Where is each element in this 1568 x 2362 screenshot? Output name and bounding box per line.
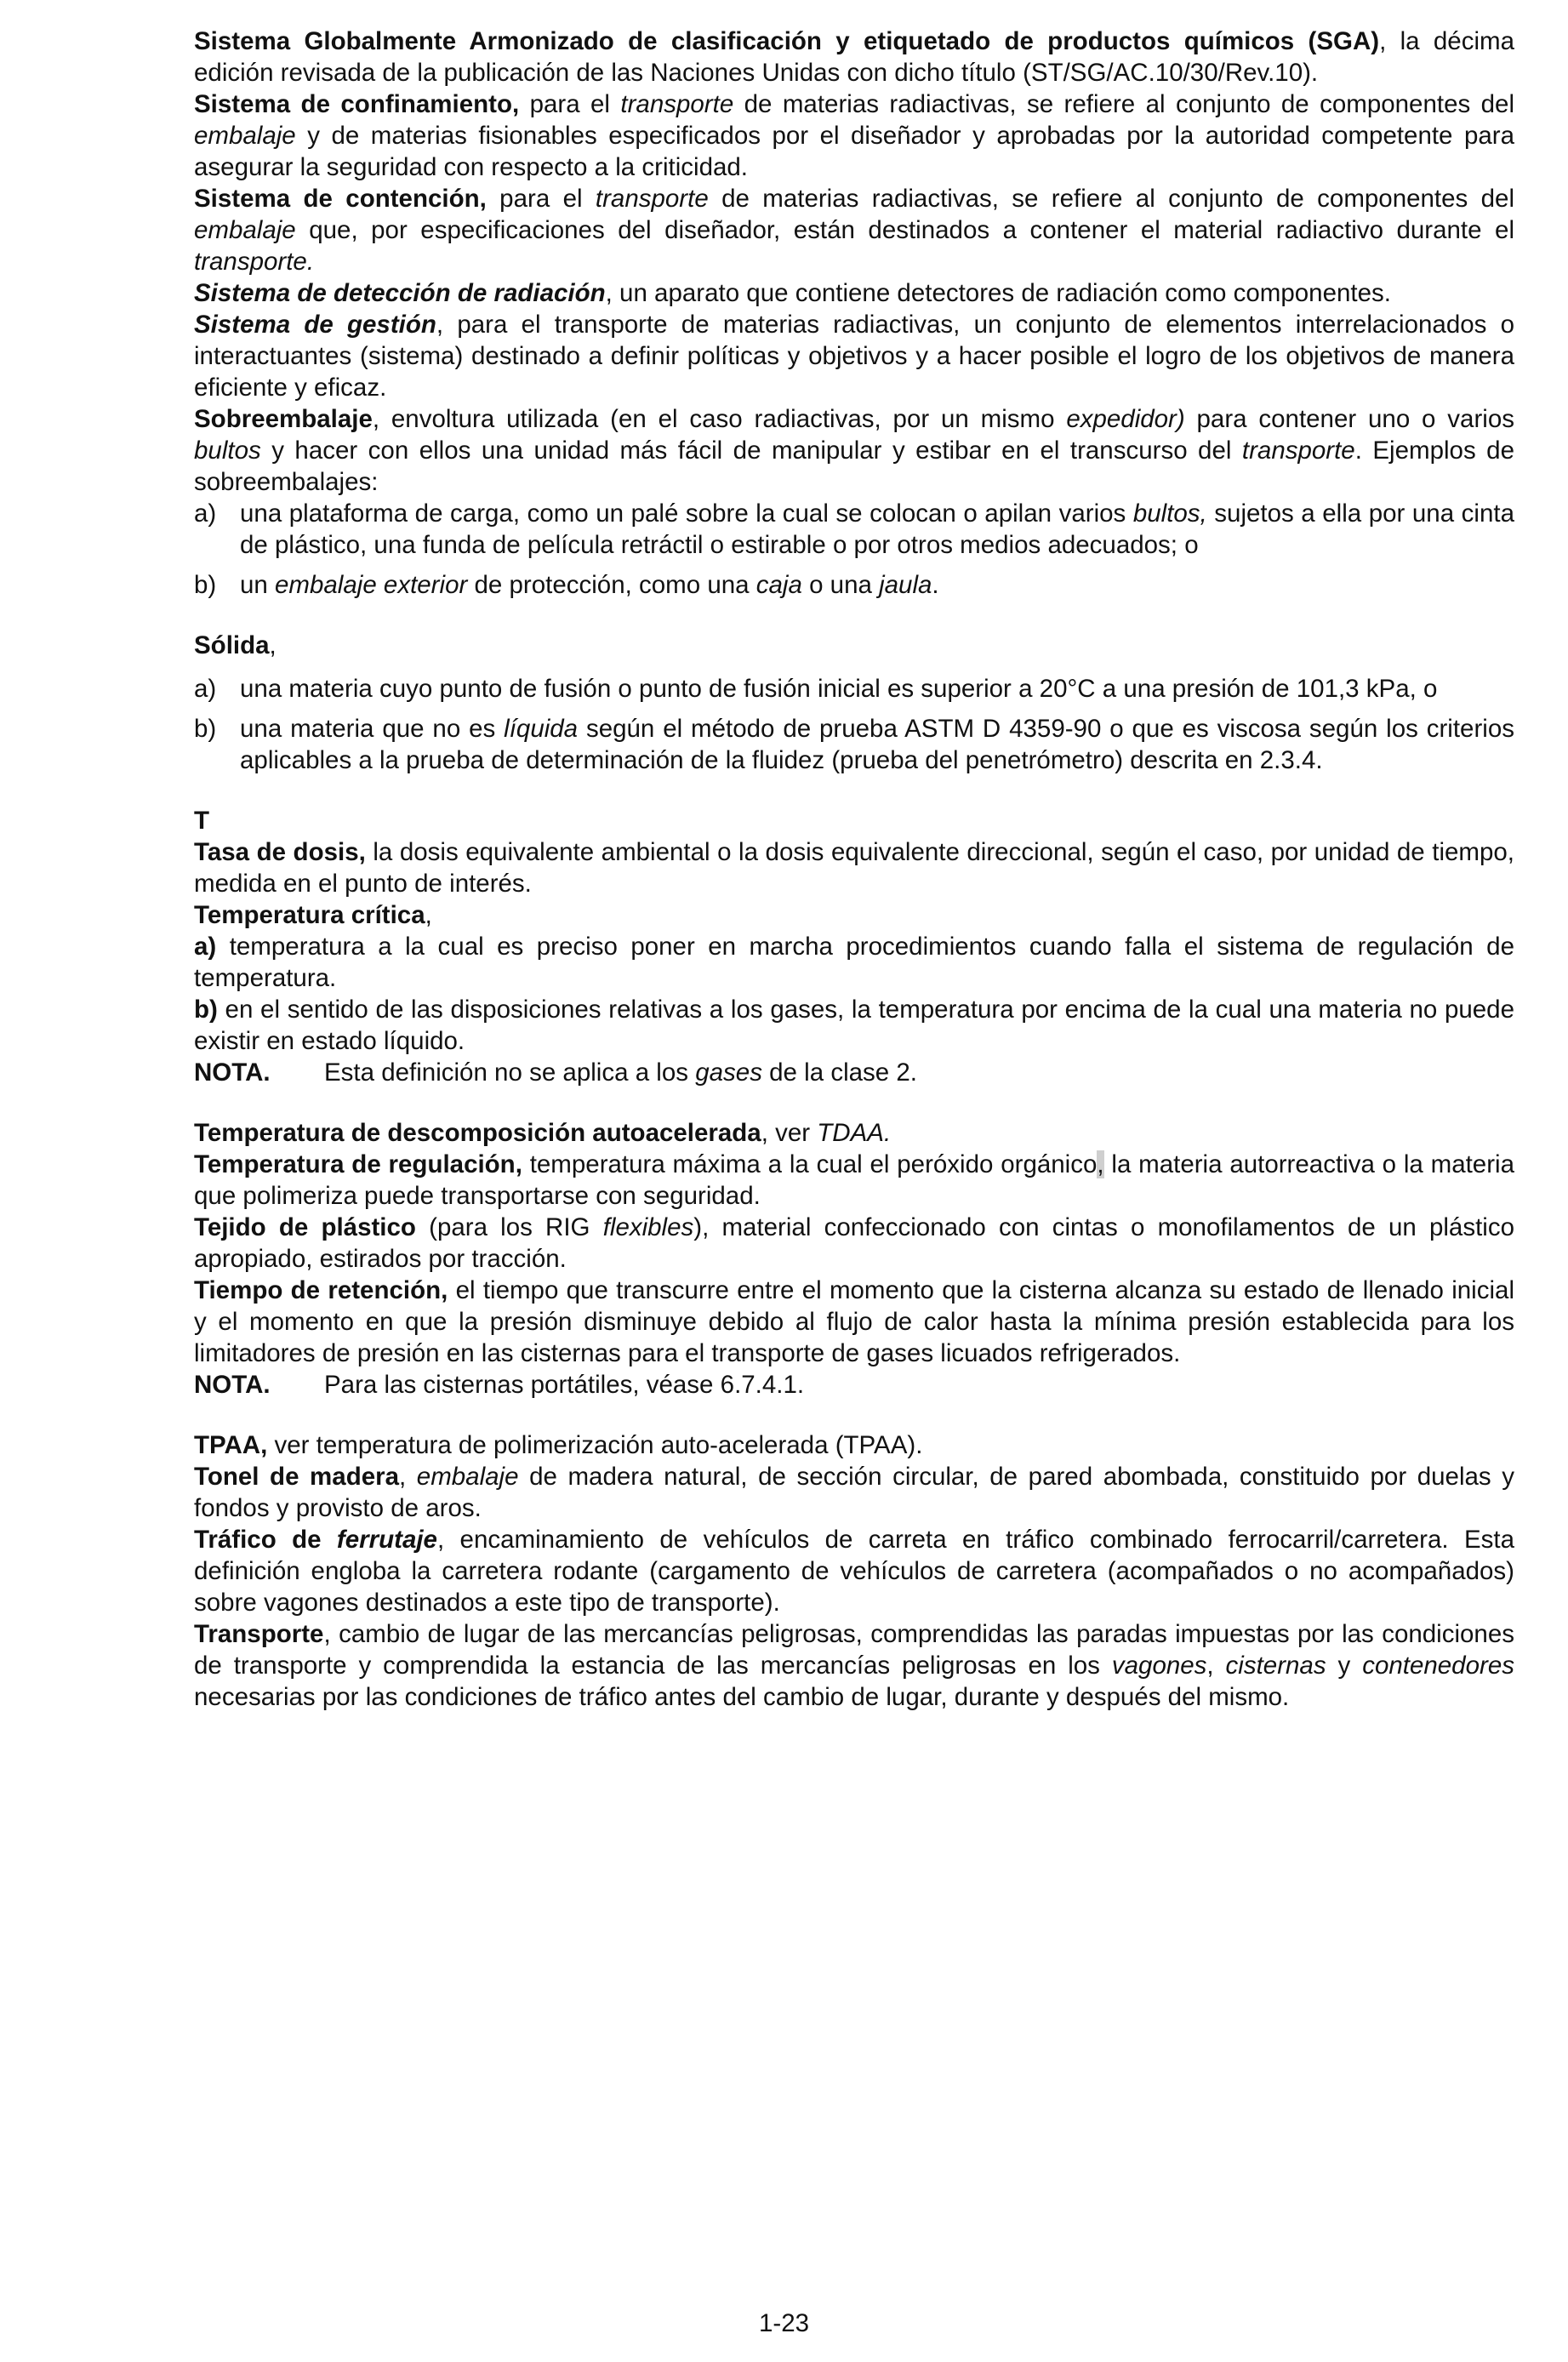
entry-sga: Sistema Globalmente Armonizado de clasificación y etiquetado de productos químicos (SGA), la décima edición revisada de la publicación de las Naciones Unidas con dicho título (ST/SG/AC.10/30/Rev.10). [194,27,1514,87]
term: Sistema Globalmente Armonizado de clasificación y etiquetado de productos químicos (SGA) [194,27,1380,55]
list-item: b) una materia que no es líquida según el método de prueba ASTM D 4359-90 o que es viscosa según los criterios aplicables a la prueba de determinación de la fluidez (prueba del penetrómetro) descrita en 2.3.4. [194,715,1514,774]
entry-sobreembalaje: Sobreembalaje, envoltura utilizada (en el caso radiactivas, por un mismo expedidor) para contener uno o varios bultos y hacer con ellos una unidad más fácil de manipular y estibar en el transcurso del transporte. Ejemplos de sobreembalajes: [194,405,1514,496]
list-item: a) una plataforma de carga, como un palé sobre la cual se colocan o apilan varios bultos, sujetos a ella por una cinta de plástico, una funda de película retráctil o estirable o por otros medios adecuados; o [194,499,1514,559]
term: Sistema de contención, [194,185,487,213]
temperatura-critica-a: a) temperatura a la cual es preciso poner en marcha procedimientos cuando falla el sistema de regulación de temperatura. [194,933,1514,992]
term: Sobreembalaje [194,405,373,433]
entry-temperatura-descomposicion: Temperatura de descomposición autoacelerada, ver TDAA. [194,1119,892,1147]
entry-sistema-confinamiento: Sistema de confinamiento, para el transporte de materias radiactivas, se refiere al conjunto de componentes del embalaje y de materias fisionables especificados por el diseñador y aprobadas por la autoridad competente para asegurar la seguridad con respecto a la criticidad. [194,90,1515,181]
highlight-mark: , [1097,1150,1104,1178]
term: Tiempo de retención, [194,1276,448,1304]
entry-tasa-de-dosis: Tasa de dosis, la dosis equivalente ambiental o la dosis equivalente direccional, según el caso, por unidad de tiempo, medida en el punto de interés. [194,838,1514,898]
term: Tráfico de [194,1526,337,1554]
entry-tpaa: TPAA, ver temperatura de polimerización auto-acelerada (TPAA). [194,1431,923,1459]
entry-temperatura-critica: Temperatura crítica, [194,901,432,929]
note-1: NOTA. Esta definición no se aplica a los gases de la clase 2. [194,1058,917,1087]
list-item: a) una materia cuyo punto de fusión o punto de fusión inicial es superior a 20°C a una presión de 101,3 kPa, o [194,675,1438,703]
entry-transporte: Transporte, cambio de lugar de las mercancías peligrosas, comprendidas las paradas impuestas por las condiciones de transporte y comprendida la estancia de las mercancías peligrosas en los vagones, cisternas y contenedores necesarias por las condiciones de tráfico antes del cambio de lugar, durante y después del mismo. [194,1620,1514,1711]
entry-sistema-deteccion: Sistema de detección de radiación, un aparato que contiene detectores de radiación como componentes. [194,279,1391,307]
entry-sistema-contencion: Sistema de contención, para el transporte de materias radiactivas, se refiere al conjunto de componentes del embalaje que, por especificaciones del diseñador, están destinados a contener el material radiactivo durante el transporte. [194,185,1515,276]
entry-temperatura-regulacion: Temperatura de regulación, temperatura máxima a la cual el peróxido orgánico, la materia autorreactiva o la materia que polimeriza puede transportarse con seguridad. [194,1150,1514,1210]
page-number: 1-23 [758,2309,810,2337]
temperatura-critica-b: b) en el sentido de las disposiciones relativas a los gases, la temperatura por encima de la cual una materia no puede existir en estado líquido. [194,996,1514,1055]
entry-sistema-gestion: Sistema de gestión, para el transporte de materias radiactivas, un conjunto de elementos interrelacionados o interactuantes (sistema) destinado a definir políticas y objetivos y a hacer posible el logro de los objetivos de manera eficiente y eficaz. [194,311,1514,402]
term: Temperatura crítica [194,901,425,929]
entry-tiempo-de-retencion: Tiempo de retención, el tiempo que transcurre entre el momento que la cisterna alcanza su estado de llenado inicial y el momento en que la presión disminuye debido al flujo de calor hasta la mínima presión establecida para los limitadores de presión en las cisternas para el transporte de gases licuados refrigerados. [194,1276,1514,1367]
note-2: NOTA. Para las cisternas portátiles, véase 6.7.4.1. [194,1371,805,1399]
entry-trafico-de-ferrutaje: Tráfico de ferrutaje, encaminamiento de vehículos de carreta en tráfico combinado ferrocarril/carretera. Esta definición engloba la carretera rodante (cargamento de vehículos de carretera (acompañados o no acompañados) sobre vagones destinados a este tipo de transporte). [194,1526,1515,1617]
term: Sistema de gestión [194,311,436,339]
term: Sistema de confinamiento, [194,90,520,118]
term: Tonel de madera [194,1463,400,1491]
sobreembalaje-list [194,498,1514,601]
entry-tonel-de-madera: Tonel de madera, embalaje de madera natural, de sección circular, de pared abombada, constituido por duelas y fondos y provisto de aros. [194,1463,1514,1522]
entry-solida: Sólida, [194,631,277,659]
term: Transporte [194,1620,324,1648]
solida-list [194,673,1514,776]
document-page [194,26,1514,1713]
term: Sistema de detección de radiación [194,279,606,307]
entry-tejido-de-plastico: Tejido de plástico (para los RIG flexibles), material confeccionado con cintas o monofilamentos de un plástico apropiado, estirados por tracción. [194,1213,1514,1273]
term: Sólida [194,631,270,659]
term: TPAA, [194,1431,268,1459]
term: Tejido de plástico [194,1213,416,1241]
section-letter: T [194,807,210,835]
list-item: b) un embalaje exterior de protección, como una caja o una jaula. [194,571,939,599]
term: Temperatura de descomposición autoacelerada [194,1119,761,1147]
term: Temperatura de regulación, [194,1150,522,1178]
term: Tasa de dosis, [194,838,366,866]
